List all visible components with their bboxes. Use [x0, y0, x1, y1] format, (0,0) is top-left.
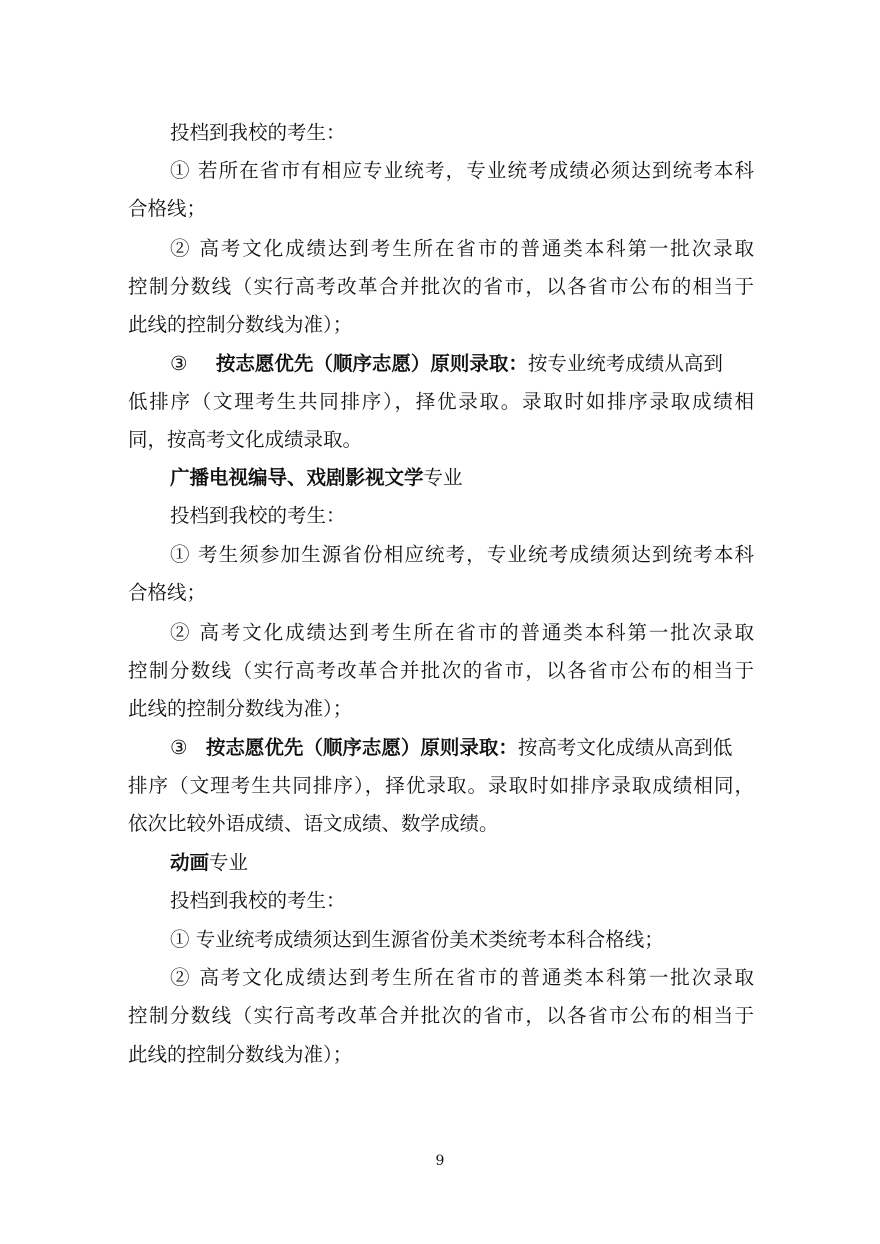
item-line: 低排序（文理考生共同排序），择优录取。录取时如排序录取成绩相: [128, 390, 754, 413]
intro-text: 投档到我校的考生：: [170, 121, 346, 144]
heading-rest: 专业: [423, 466, 463, 489]
heading-bold: 动画: [170, 851, 210, 874]
item-line: 合格线；: [128, 581, 207, 604]
item-line: 此线的控制分数线为准）；: [128, 1043, 353, 1066]
page-number: 9: [435, 1153, 445, 1169]
item-line: 此线的控制分数线为准）；: [128, 313, 353, 336]
item-line: 同，按高考文化成绩录取。: [128, 428, 363, 451]
intro-text: 投档到我校的考生：: [170, 504, 346, 527]
item-rest-text: 按高考文化成绩从高到低: [517, 736, 733, 759]
item-line: 控制分数线（实行高考改革合并批次的省市，以各省市公布的相当于: [128, 659, 754, 682]
item-line: 控制分数线（实行高考改革合并批次的省市，以各省市公布的相当于: [128, 275, 754, 298]
item-line: 排序（文理考生共同排序），择优录取。录取时如排序录取成绩相同，: [128, 774, 754, 797]
item-marker: ③: [170, 352, 188, 375]
item-line: 合格线；: [128, 197, 207, 220]
item-bold-label: 按志愿优先（顺序志愿）原则录取：: [215, 352, 528, 375]
item-line: ② 高考文化成绩达到考生所在省市的普通类本科第一批次录取: [170, 966, 754, 989]
item-first-line: [170, 352, 723, 376]
intro-text: 投档到我校的考生：: [170, 889, 346, 912]
item-line: ② 高考文化成绩达到考生所在省市的普通类本科第一批次录取: [170, 237, 754, 260]
section-heading: [170, 466, 463, 490]
item-marker: ③: [170, 736, 188, 759]
item-line: ① 专业统考成绩须达到生源省份美术类统考本科合格线；: [170, 928, 664, 951]
item-line: 控制分数线（实行高考改革合并批次的省市，以各省市公布的相当于: [128, 1004, 754, 1027]
item-first-line: [170, 736, 732, 760]
heading-rest: 专业: [209, 851, 249, 874]
item-bold-label: 按志愿优先（顺序志愿）原则录取：: [205, 736, 518, 759]
item-rest-text: 按专业统考成绩从高到: [527, 352, 723, 375]
item-line: 依次比较外语成绩、语文成绩、数学成绩。: [128, 812, 499, 835]
item-line: 此线的控制分数线为准）；: [128, 697, 353, 720]
section-heading: [170, 851, 248, 875]
item-line: ① 考生须参加生源省份相应统考，专业统考成绩须达到统考本科: [170, 543, 754, 566]
heading-bold: 广播电视编导、戏剧影视文学: [170, 466, 424, 489]
item-line: ① 若所在省市有相应专业统考，专业统考成绩必须达到统考本科: [170, 159, 754, 182]
item-line: ② 高考文化成绩达到考生所在省市的普通类本科第一批次录取: [170, 621, 754, 644]
